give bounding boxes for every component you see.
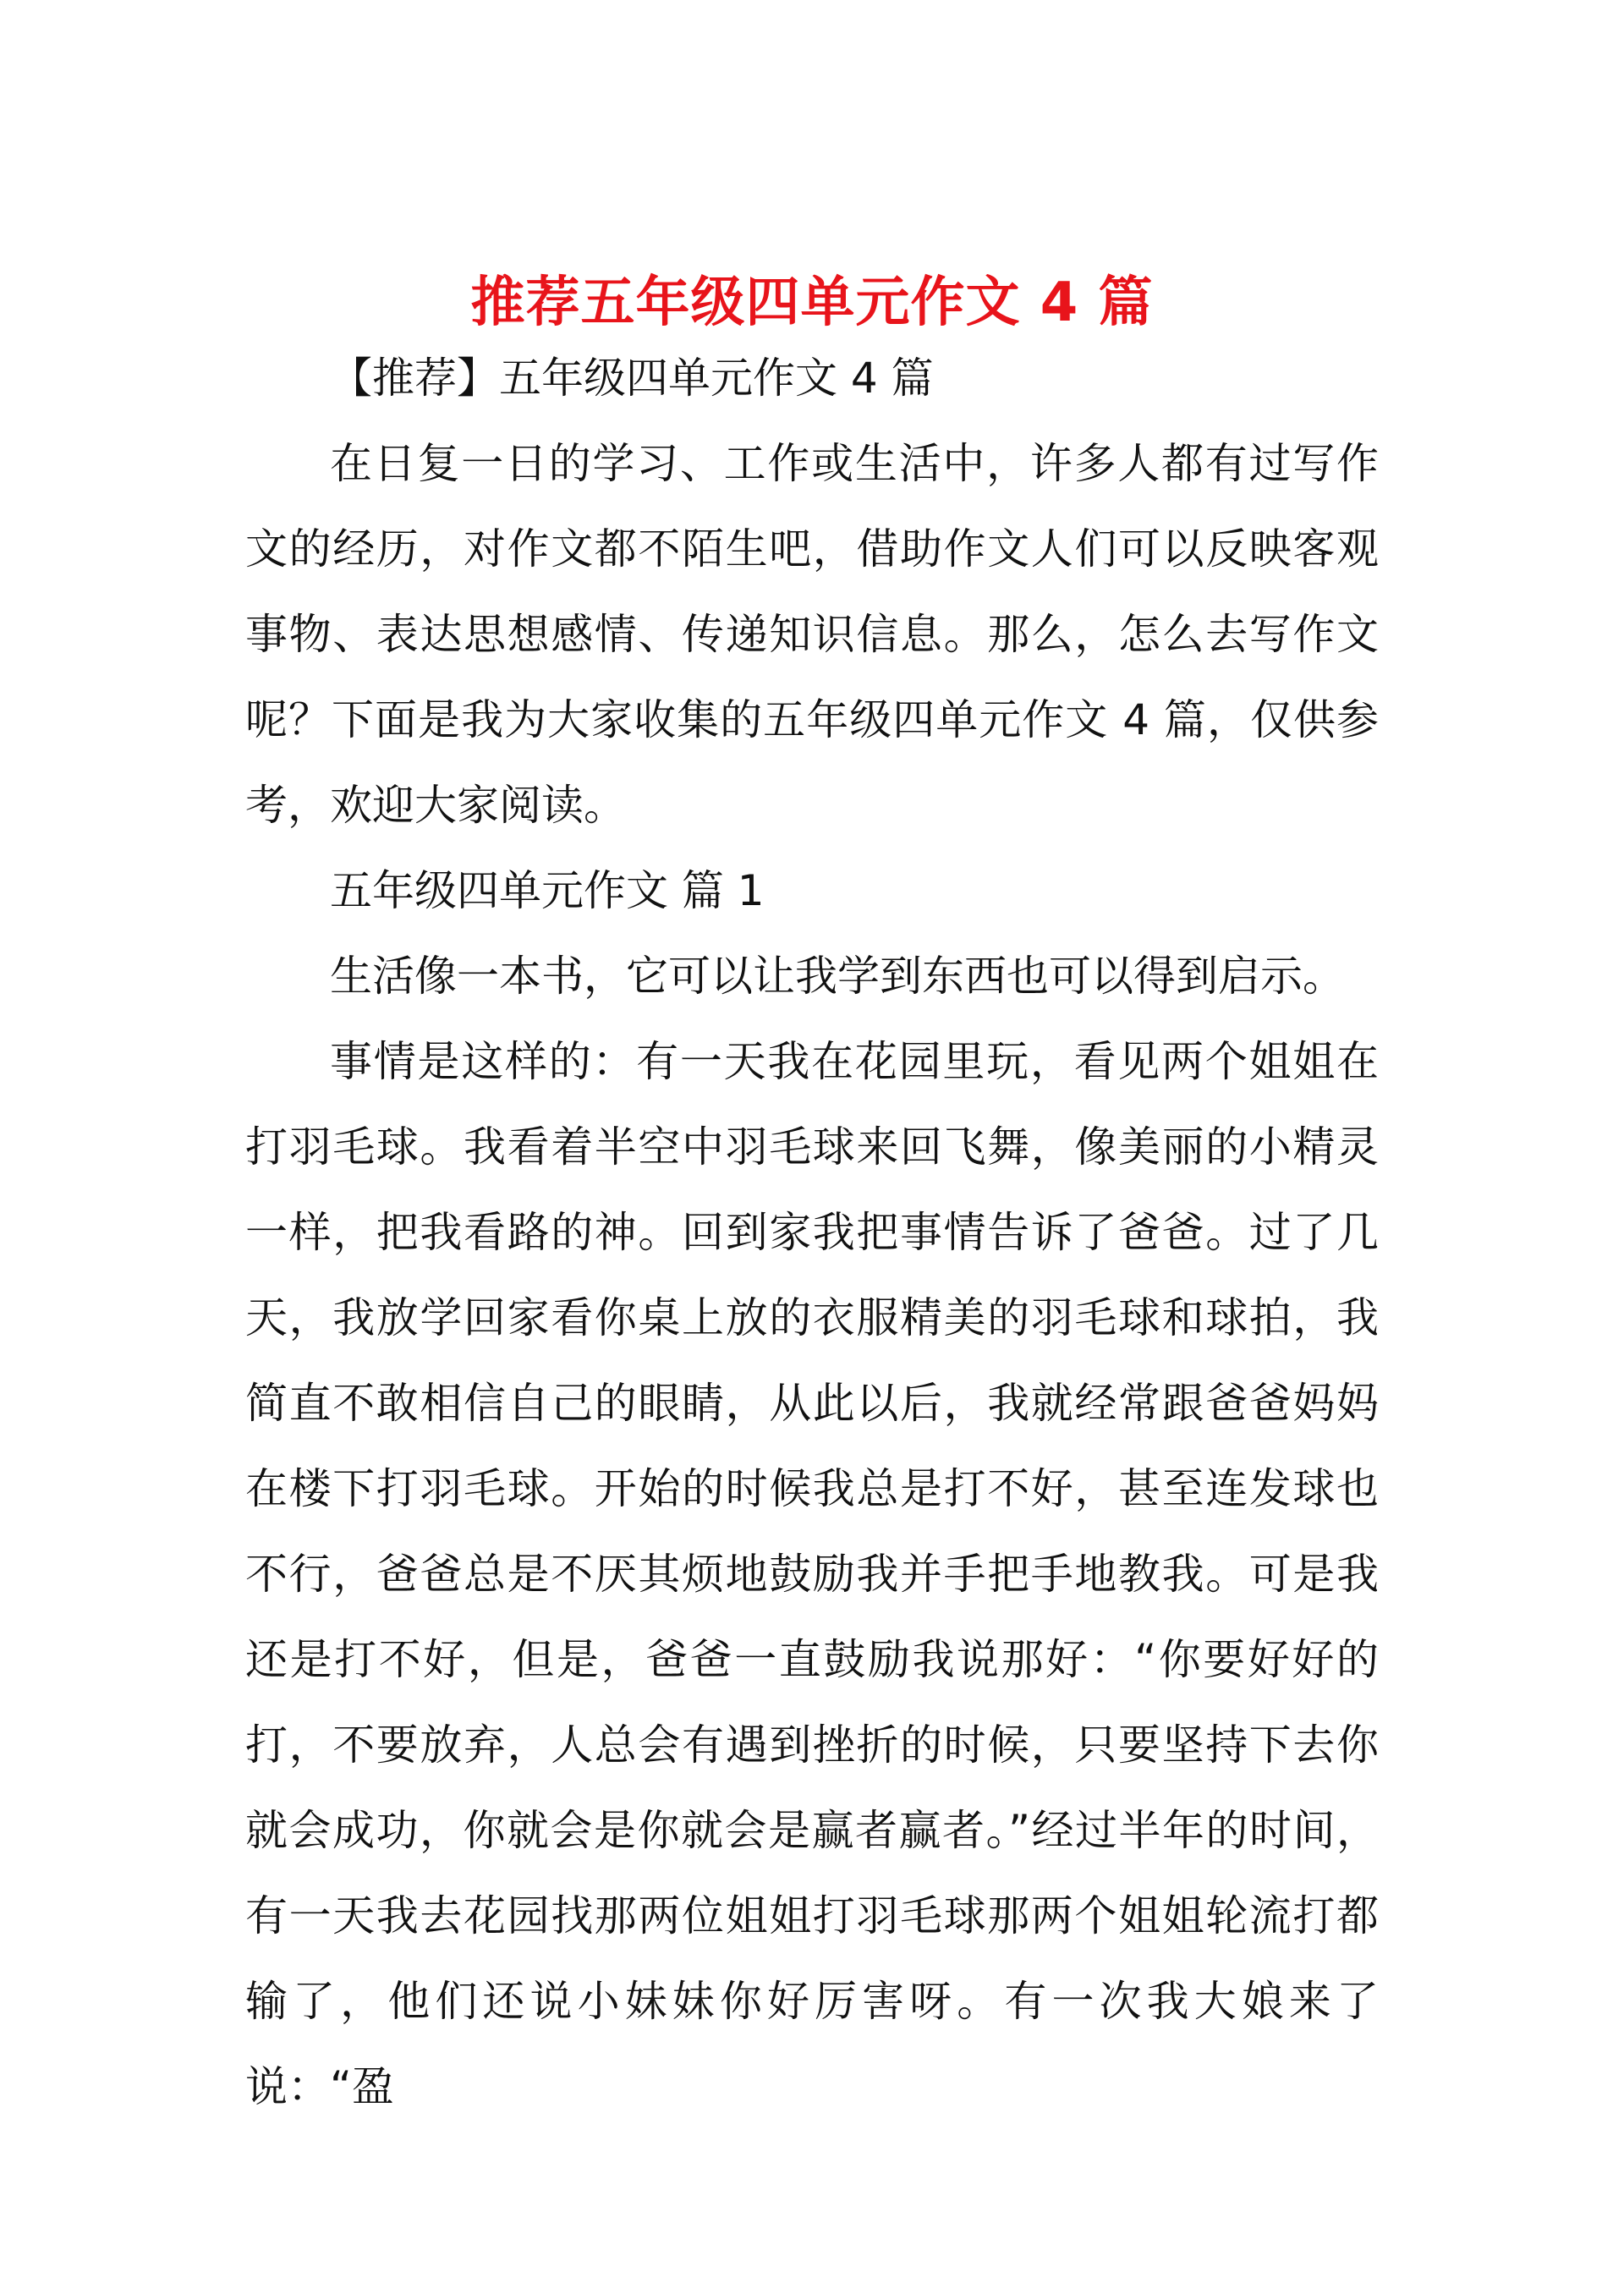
essay-1-heading: 五年级四单元作文 篇 1 xyxy=(330,866,765,915)
intro-paragraph: 在日复一日的学习、工作或生活中，许多人都有过写作文的经历，对作文都不陌生吧，借助作文人们可以反映客观事物、表达思想感情、传递知识信息。那么，怎么去写作文呢？下面是我为大家收集的五年级四单元作文 4 篇，仅供参考，欢迎大家阅读。 xyxy=(245,439,1379,830)
intro-heading-paragraph: 【推荐】五年级四单元作文 4 篇 xyxy=(330,354,934,403)
document-body xyxy=(245,336,1379,2130)
essay-1-paragraph-1: 生活像一本书，它可以让我学到东西也可以得到启示。 xyxy=(330,952,1345,1001)
essay-1-paragraph-2: 事情是这样的：有一天我在花园里玩，看见两个姐姐在打羽毛球。我看着半空中羽毛球来回飞舞，像美丽的小精灵一样，把我看路的神。回到家我把事情告诉了爸爸。过了几天，我放学回家看你桌上放的衣服精美的羽毛球和球拍，我简直不敢相信自己的眼睛，从此以后，我就经常跟爸爸妈妈在楼下打羽毛球。开始的时候我总是打不好，甚至连发球也不行，爸爸总是不厌其烦地鼓励我并手把手地教我。可是我还是打不好，但是，爸爸一直鼓励我说那好：“你要好好的打，不要放弃，人总会有遇到挫折的时候，只要坚持下去你就会成功，你就会是你就会是赢者赢者。”经过半年的时间，有一天我去花园找那两位姐姐打羽毛球那两个姐姐轮流打都输了，他们还说小妹妹你好厉害呀。有一次我大娘来了说：“盈 xyxy=(245,1037,1379,2111)
document-title: 推荐五年级四单元作文 4 篇 xyxy=(470,271,1154,334)
